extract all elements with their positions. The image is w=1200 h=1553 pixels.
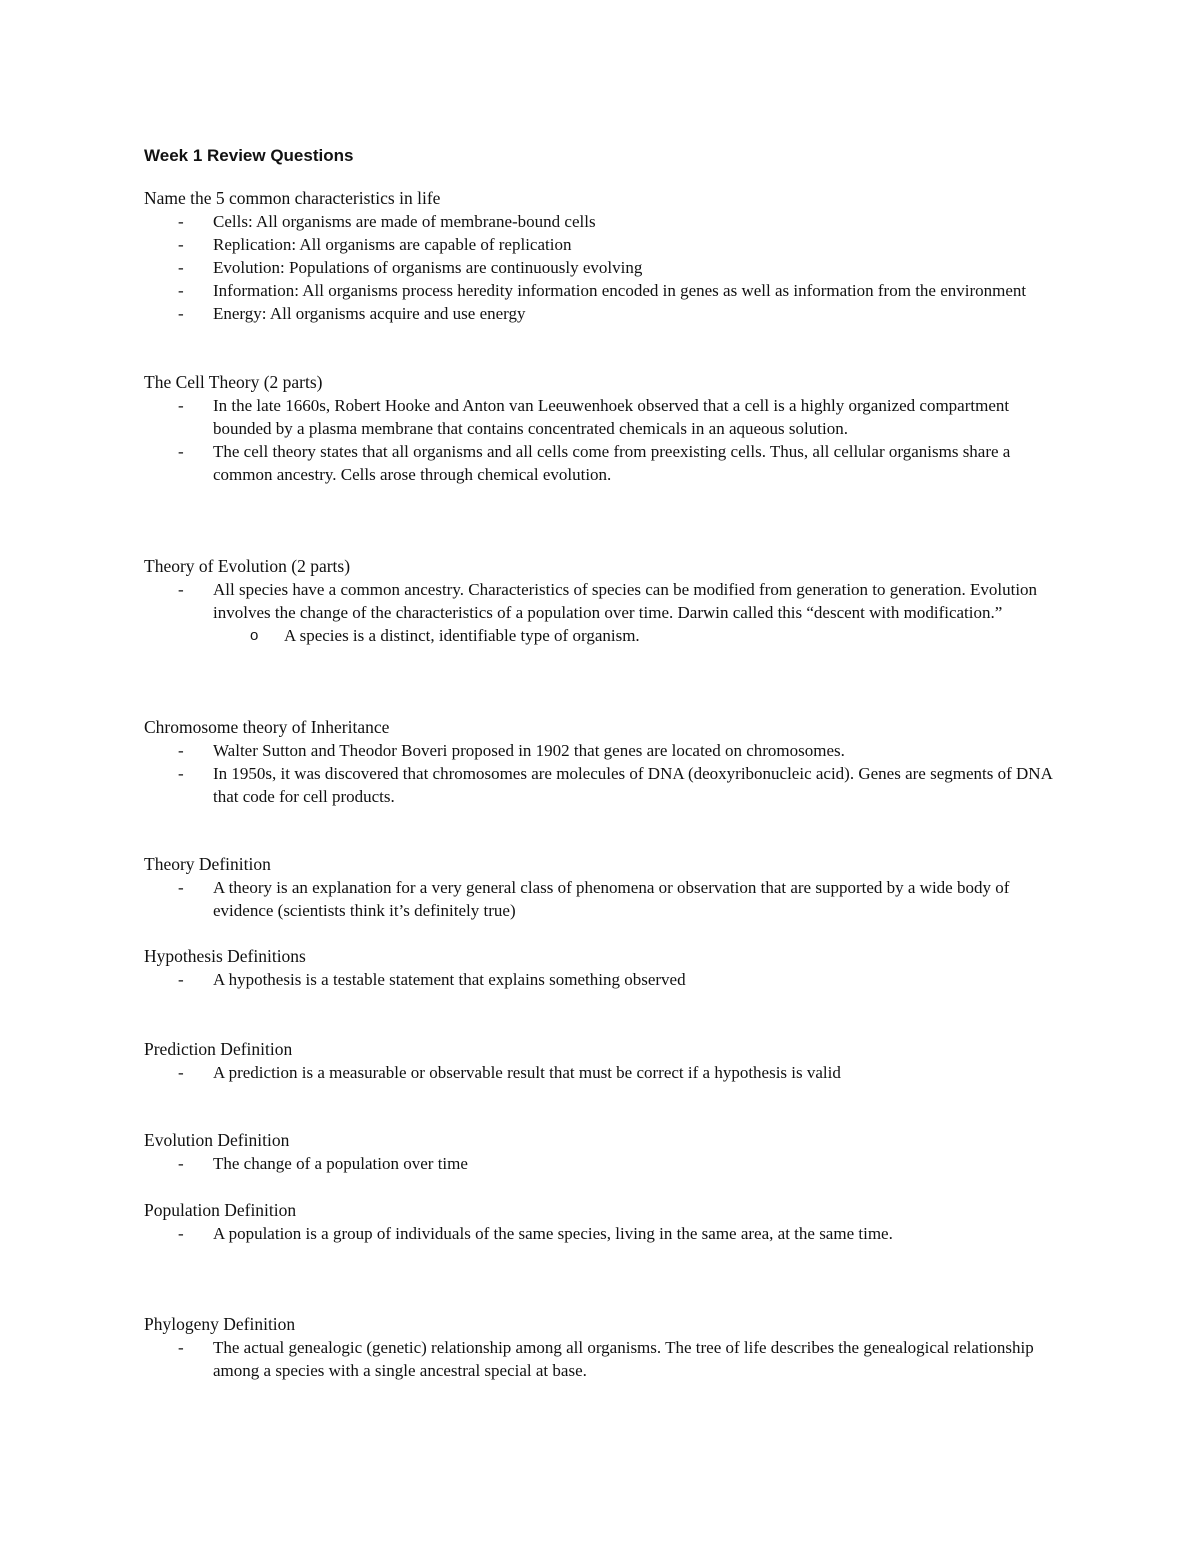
bullet-list bbox=[144, 739, 1064, 808]
section-heading: Phylogeny Definition bbox=[144, 1314, 296, 1334]
list-item bbox=[144, 210, 1064, 233]
section-heading: Theory Definition bbox=[144, 854, 271, 874]
section-cell-theory bbox=[144, 371, 1064, 486]
bullet-marker: - bbox=[178, 235, 184, 254]
section-heading: The Cell Theory (2 parts) bbox=[144, 372, 323, 392]
list-item bbox=[144, 968, 1064, 991]
section-evolution-definition bbox=[144, 1129, 1064, 1175]
list-item-text: Replication: All organisms are capable of replication bbox=[213, 235, 572, 254]
section-population-definition bbox=[144, 1199, 1064, 1245]
list-item bbox=[144, 302, 1064, 325]
list-item-text: In 1950s, it was discovered that chromosomes are molecules of DNA (deoxyribonucleic acid). Genes are segments of DNA that code for cell products. bbox=[213, 764, 1052, 806]
bullet-marker: - bbox=[178, 442, 184, 461]
bullet-list bbox=[144, 1222, 1064, 1245]
document-title: Week 1 Review Questions bbox=[144, 146, 354, 165]
list-item-text: In the late 1660s, Robert Hooke and Anton van Leeuwenhoek observed that a cell is a highly organized compartment bounded by a plasma membrane that contains concentrated chemicals in an aqueous solution. bbox=[213, 396, 1010, 438]
sub-bullet-marker: o bbox=[250, 627, 259, 644]
sub-list-item bbox=[144, 624, 1064, 647]
sub-list-item-text: A species is a distinct, identifiable type of organism. bbox=[284, 626, 640, 645]
list-item bbox=[144, 440, 1064, 486]
section-theory-definition bbox=[144, 853, 1064, 922]
bullet-marker: - bbox=[178, 764, 184, 783]
section-phylogeny-definition bbox=[144, 1313, 1064, 1382]
bullet-marker: - bbox=[178, 258, 184, 277]
bullet-list bbox=[144, 1336, 1064, 1382]
bullet-marker: - bbox=[178, 580, 184, 599]
list-item-text: Walter Sutton and Theodor Boveri proposed in 1902 that genes are located on chromosomes. bbox=[213, 741, 845, 760]
section-heading: Population Definition bbox=[144, 1200, 297, 1220]
section-common-characteristics bbox=[144, 187, 1064, 325]
list-item-text: A prediction is a measurable or observable result that must be correct if a hypothesis is valid bbox=[213, 1063, 841, 1082]
list-item-text: A theory is an explanation for a very general class of phenomena or observation that are supported by a wide body of evidence (scientists think it’s definitely true) bbox=[213, 878, 1010, 920]
bullet-marker: - bbox=[178, 1063, 184, 1082]
list-item bbox=[144, 394, 1064, 440]
list-item-text: Energy: All organisms acquire and use energy bbox=[213, 304, 526, 323]
list-item bbox=[144, 578, 1064, 624]
section-chromosome-theory bbox=[144, 716, 1064, 808]
bullet-marker: - bbox=[178, 281, 184, 300]
list-item-text: Cells: All organisms are made of membrane-bound cells bbox=[213, 212, 596, 231]
section-heading: Evolution Definition bbox=[144, 1130, 290, 1150]
list-item bbox=[144, 233, 1064, 256]
list-item bbox=[144, 279, 1064, 302]
list-item bbox=[144, 739, 1064, 762]
section-prediction-definition bbox=[144, 1038, 1064, 1084]
bullet-marker: - bbox=[178, 1338, 184, 1357]
list-item bbox=[144, 1152, 1064, 1175]
bullet-list bbox=[144, 1152, 1064, 1175]
bullet-marker: - bbox=[178, 741, 184, 760]
bullet-marker: - bbox=[178, 396, 184, 415]
list-item-text: Information: All organisms process heredity information encoded in genes as well as information from the environment bbox=[213, 281, 1027, 300]
list-item-text: A population is a group of individuals of the same species, living in the same area, at the same time. bbox=[213, 1224, 893, 1243]
bullet-marker: - bbox=[178, 878, 184, 897]
bullet-marker: - bbox=[178, 1224, 184, 1243]
bullet-list bbox=[144, 210, 1064, 325]
list-item-text: All species have a common ancestry. Characteristics of species can be modified from generation to generation. Evolution involves the change of the characteristics of a population over time. Darwin called this “descent with modification.” bbox=[213, 580, 1038, 622]
bullet-list bbox=[144, 394, 1064, 486]
bullet-list bbox=[144, 968, 1064, 991]
section-heading: Hypothesis Definitions bbox=[144, 946, 306, 966]
list-item bbox=[144, 1061, 1064, 1084]
list-item bbox=[144, 762, 1064, 808]
list-item bbox=[144, 1336, 1064, 1382]
list-item bbox=[144, 876, 1064, 922]
list-item-text: The actual genealogic (genetic) relationship among all organisms. The tree of life describes the genealogical relationship among a species with a single ancestral special at base. bbox=[213, 1338, 1034, 1380]
bullet-marker: - bbox=[178, 970, 184, 989]
list-item-text: The change of a population over time bbox=[213, 1154, 468, 1173]
list-item bbox=[144, 1222, 1064, 1245]
section-hypothesis-definitions bbox=[144, 945, 1064, 991]
bullet-marker: - bbox=[178, 1154, 184, 1173]
bullet-list bbox=[144, 1061, 1064, 1084]
list-item-text: The cell theory states that all organisms and all cells come from preexisting cells. Thus, all cellular organisms share a common ancestry. Cells arose through chemical evolution. bbox=[213, 442, 1011, 484]
section-heading: Prediction Definition bbox=[144, 1039, 293, 1059]
bullet-list bbox=[144, 876, 1064, 922]
section-heading: Name the 5 common characteristics in life bbox=[144, 188, 441, 208]
list-item bbox=[144, 256, 1064, 279]
bullet-list bbox=[144, 578, 1064, 647]
list-item-text: A hypothesis is a testable statement that explains something observed bbox=[213, 970, 686, 989]
bullet-marker: - bbox=[178, 212, 184, 231]
section-heading: Theory of Evolution (2 parts) bbox=[144, 556, 351, 576]
bullet-marker: - bbox=[178, 304, 184, 323]
section-heading: Chromosome theory of Inheritance bbox=[144, 717, 390, 737]
list-item-text: Evolution: Populations of organisms are continuously evolving bbox=[213, 258, 643, 277]
section-theory-of-evolution bbox=[144, 555, 1064, 647]
